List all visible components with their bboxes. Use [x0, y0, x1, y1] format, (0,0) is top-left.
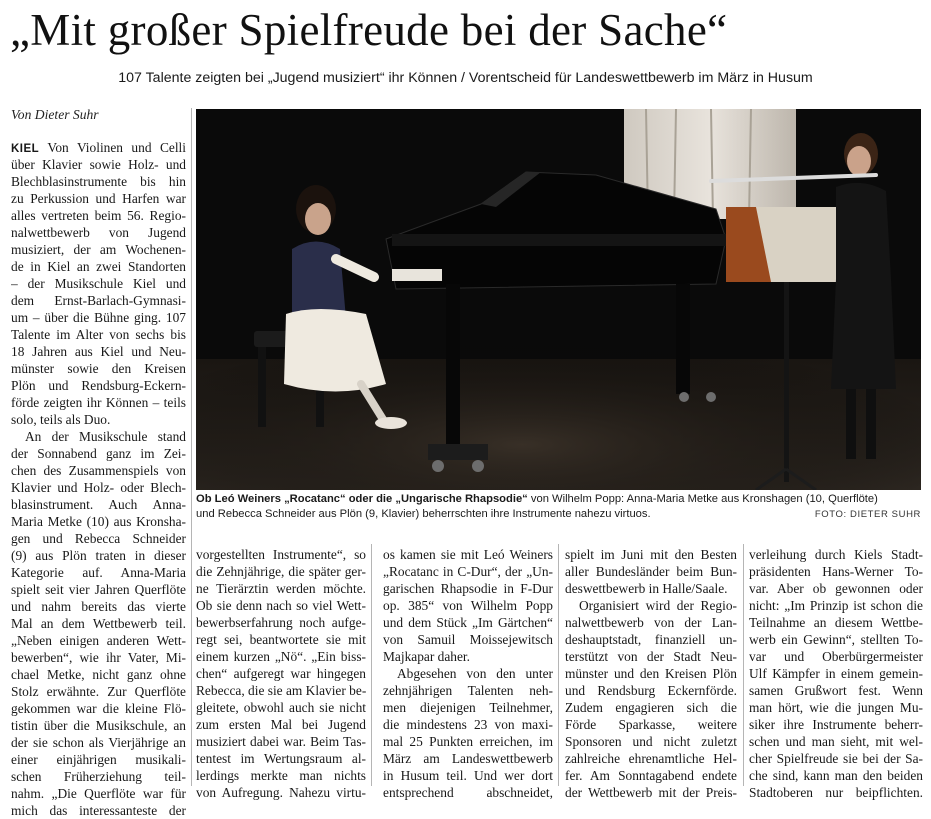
article-line: Mal an dem Wettbewerb teil. — [11, 616, 186, 631]
article-line: die mindestens 23 von maxi- — [383, 717, 553, 732]
article-line: vorgestellten Instrumente“, so — [196, 547, 366, 562]
article-line: „Rocatanc in C-Dur“, der „Un- — [383, 564, 553, 579]
article-line: garischen Rhapsodie in F-Dur — [383, 581, 553, 596]
article-line: var und Oberbürgermeister — [749, 649, 923, 664]
article-line: tistin über die Musikschule, an — [11, 718, 186, 733]
article-line: An der Musikschule stand — [25, 429, 186, 444]
article-line: dem Ernst-Barlach-Gymnasi- — [11, 293, 186, 308]
article-line: Ulf Kämpfer in einem gemein- — [749, 666, 923, 681]
article-line: fer. Am Sonntagabend endete — [565, 768, 737, 783]
article-line: gen und Rebecca Schneider — [11, 531, 186, 546]
photo-caption — [196, 492, 921, 522]
article-line: von Aufregung. Nahezu virtu- — [196, 785, 366, 800]
article-line: che sind, kann man den beiden — [749, 768, 923, 783]
article-line: aller Bundesländer beim Bun- — [565, 564, 737, 579]
article-line: und Rendsburg Eckernförde. — [565, 683, 737, 698]
article-line: Organisiert wird der Regio- — [579, 598, 737, 613]
article-line: Majkapar daher. — [383, 649, 470, 664]
article-line: deshauptstadt, finanziell un- — [565, 632, 737, 647]
article-line: var. Aber ob gewonnen oder — [749, 581, 923, 596]
article-line: münster und den Kreisen Plön — [565, 666, 737, 681]
article-line: Klavier und Holz- oder Blech- — [11, 480, 186, 495]
article-line: ne Tierärztin werden möchte. — [196, 581, 366, 596]
article-line: – der Musikschule Kiel und — [11, 276, 186, 291]
article-line: Stolz erwähnte. Zur Querflöte — [11, 684, 186, 699]
article-line: werb ein Gewinn“, stellten To- — [749, 632, 923, 647]
article-line: nahm. „Die Querflöte war für — [11, 786, 186, 801]
article-line: verleihung durch Kiels Stadt- — [749, 547, 923, 562]
article-line: mal 25 Punkten erreichen, im — [383, 734, 553, 749]
article-line: zum ersten Mal bei Jugend — [196, 717, 366, 732]
article-line: münster sowie den Kreisen — [11, 361, 186, 376]
column-rule — [558, 544, 559, 786]
article-line: nicht: „Im Prinzip ist schon die — [749, 598, 923, 613]
article-line: chael Metke, nicht ganz ohne — [11, 667, 186, 682]
article-line: nalwettbewerb von Jugend — [11, 225, 186, 240]
article-line: zu Perkussion und Harfen war — [11, 191, 186, 206]
article-line: os kamen sie mit Leó Weiners — [383, 547, 553, 562]
caption-line-1: von Wilhelm Popp: Anna-Maria Metke aus Kronshagen (10, Querflöte) — [527, 493, 878, 505]
article-line: bewerben“, wie ihr Vater, Mi- — [11, 650, 186, 665]
column-rule — [743, 544, 744, 786]
article-line: op. 385“ von Wilhelm Popp — [383, 598, 553, 613]
article-line: Maria Metke (10) aus Kronsha- — [11, 514, 186, 529]
concert-photo — [196, 109, 921, 490]
article-line: „Neben einigen anderen Wett- — [11, 633, 186, 648]
article-line: präsidenten Hans-Werner To- — [749, 564, 923, 579]
article-line: in Husum teil. Und wer dort — [383, 768, 553, 783]
article-line: lerdings merkte man nichts — [196, 768, 366, 783]
article-line: chen des Zusammenspiels von — [11, 463, 186, 478]
article-line: mich das interessanteste der — [11, 803, 186, 818]
article-line: bewerbserfahrung noch aufge- — [196, 615, 366, 630]
article-line: siker ihre Instrumente beherr- — [749, 717, 923, 732]
article-line: de in Kiel an zwei Standorten — [11, 259, 186, 274]
article-line: März am Landeswettbewerb — [383, 751, 553, 766]
article-line: Teilnahme an diesem Wettbe- — [749, 615, 923, 630]
caption-line-2: und Rebecca Schneider aus Plön (9, Klavier) beherrschten ihre Instrumente nahezu virtuos. — [196, 508, 651, 520]
article-line: regt sei, beantwortete sie mit — [196, 632, 366, 647]
article-line: Zudem engagieren sich die — [565, 700, 737, 715]
article-line: der Sonnabend ganz im Zei- — [11, 446, 186, 461]
article-line: men diejenigen Teilnehmer, — [383, 700, 553, 715]
article-line: alles vertreten beim 56. Regio- — [11, 208, 186, 223]
article-line: um – über die Bühne ging. 107 — [11, 310, 186, 325]
headline: „Mit großer Spielfreude bei der Sache“ — [10, 5, 728, 55]
article-line: über Klavier sowie Holz- und — [11, 157, 186, 172]
article-line: gekommen war die kleine Flö- — [11, 701, 186, 716]
article-line: der Wettbewerb mit der Preis- — [565, 785, 737, 800]
article-line: der sie schon als Vierjährige an — [11, 735, 186, 750]
article-line: deswettbewerb in Halle/Saale. — [565, 581, 728, 596]
article-line: nalwettbewerb von der Lan- — [565, 615, 737, 630]
article-column-3 — [383, 546, 553, 801]
article-column-1 — [11, 139, 186, 819]
article-line: KIEL Von Violinen und Celli — [11, 140, 186, 155]
article-line: man hört, wie die jungen Mu- — [749, 700, 923, 715]
article-line: einer einjährigen musikali- — [11, 752, 186, 767]
article-line: schen und man sieht, mit wel- — [749, 734, 923, 749]
subheadline: 107 Talente zeigten bei „Jugend musiziert“ ihr Können / Vorentscheid für Landeswettbewerb im März in Husum — [118, 70, 813, 86]
article-line: terstützt von der Stadt Neu- — [565, 649, 737, 664]
article-line: tentest im Wertungsraum al- — [196, 751, 366, 766]
article-line: Förde Sparkasse, weitere — [565, 717, 737, 732]
article-line: musiziert dabei war. Beim Tas- — [196, 734, 366, 749]
article-line: Ob sie denn nach so viel Wett- — [196, 598, 366, 613]
article-line: entsprechend abschneidet, — [383, 785, 553, 800]
article-line: Stadtoberen nur beipflichten. — [749, 785, 923, 800]
article-line: Talente im Alter von sechs bis — [11, 327, 186, 342]
article-line: förde zeigten ihr Können – teils — [11, 395, 186, 410]
column-rule — [191, 108, 192, 786]
article-line: Rebecca, die sie am Klavier be- — [196, 683, 366, 698]
article-line: solo, teils als Duo. — [11, 412, 111, 427]
article-line: Blechblasinstrumente bis hin — [11, 174, 186, 189]
byline: Von Dieter Suhr — [11, 107, 99, 122]
article-line: (9) aus Plön traten in dieser — [11, 548, 186, 563]
article-line: zehnjährigen Talenten neh- — [383, 683, 553, 698]
article-line: und dem Stück „Im Gärtchen“ — [383, 615, 553, 630]
article-line: die Zehnjährige, die später ger- — [196, 564, 366, 579]
article-line: Kategorie auf. Anna-Maria — [11, 565, 186, 580]
article-line: schen Früherziehung teil- — [11, 769, 186, 784]
photo-illustration — [196, 109, 921, 490]
article-line: chen“ aufgeregt war hingegen — [196, 666, 366, 681]
article-line: einem kurzen „Nö“. „Ein biss- — [196, 649, 366, 664]
article-line: Sponsoren und nicht zuletzt — [565, 734, 737, 749]
article-line: spielt seit vier Jahren Querflöte — [11, 582, 186, 597]
dateline: KIEL — [11, 143, 40, 155]
article-line: cher Spielfreude sie bei der Sa- — [749, 751, 923, 766]
article-line: samen Grußwort fest. Wenn — [749, 683, 923, 698]
article-line: und nahm bereits das vierte — [11, 599, 186, 614]
caption-lead: Ob Leó Weiners „Rocatanc“ oder die „Ungarische Rhapsodie“ — [196, 493, 528, 505]
article-column-5 — [749, 546, 923, 801]
photo-credit: FOTO: DIETER SUHR — [814, 509, 921, 520]
article-line: zahlreiche ehrenamtliche Hel- — [565, 751, 737, 766]
article-line: Plön und Rendsburg-Eckern- — [11, 378, 186, 393]
article-line: blasinstrument. Auch Anna- — [11, 497, 186, 512]
column-rule — [371, 544, 372, 786]
article-column-2 — [196, 546, 366, 801]
article-line: gleitete, obwohl auch sie nicht — [196, 700, 366, 715]
article-line: spielt im Juni mit den Besten — [565, 547, 737, 562]
article-line: 18 Jahren aus Kiel und Neu- — [11, 344, 186, 359]
article-line: von Samuil Moissejewitsch — [383, 632, 553, 647]
article-column-4 — [565, 546, 737, 801]
article-line: Abgesehen von den unter — [397, 666, 553, 681]
article-line: musiziert, der am Wochenen- — [11, 242, 186, 257]
